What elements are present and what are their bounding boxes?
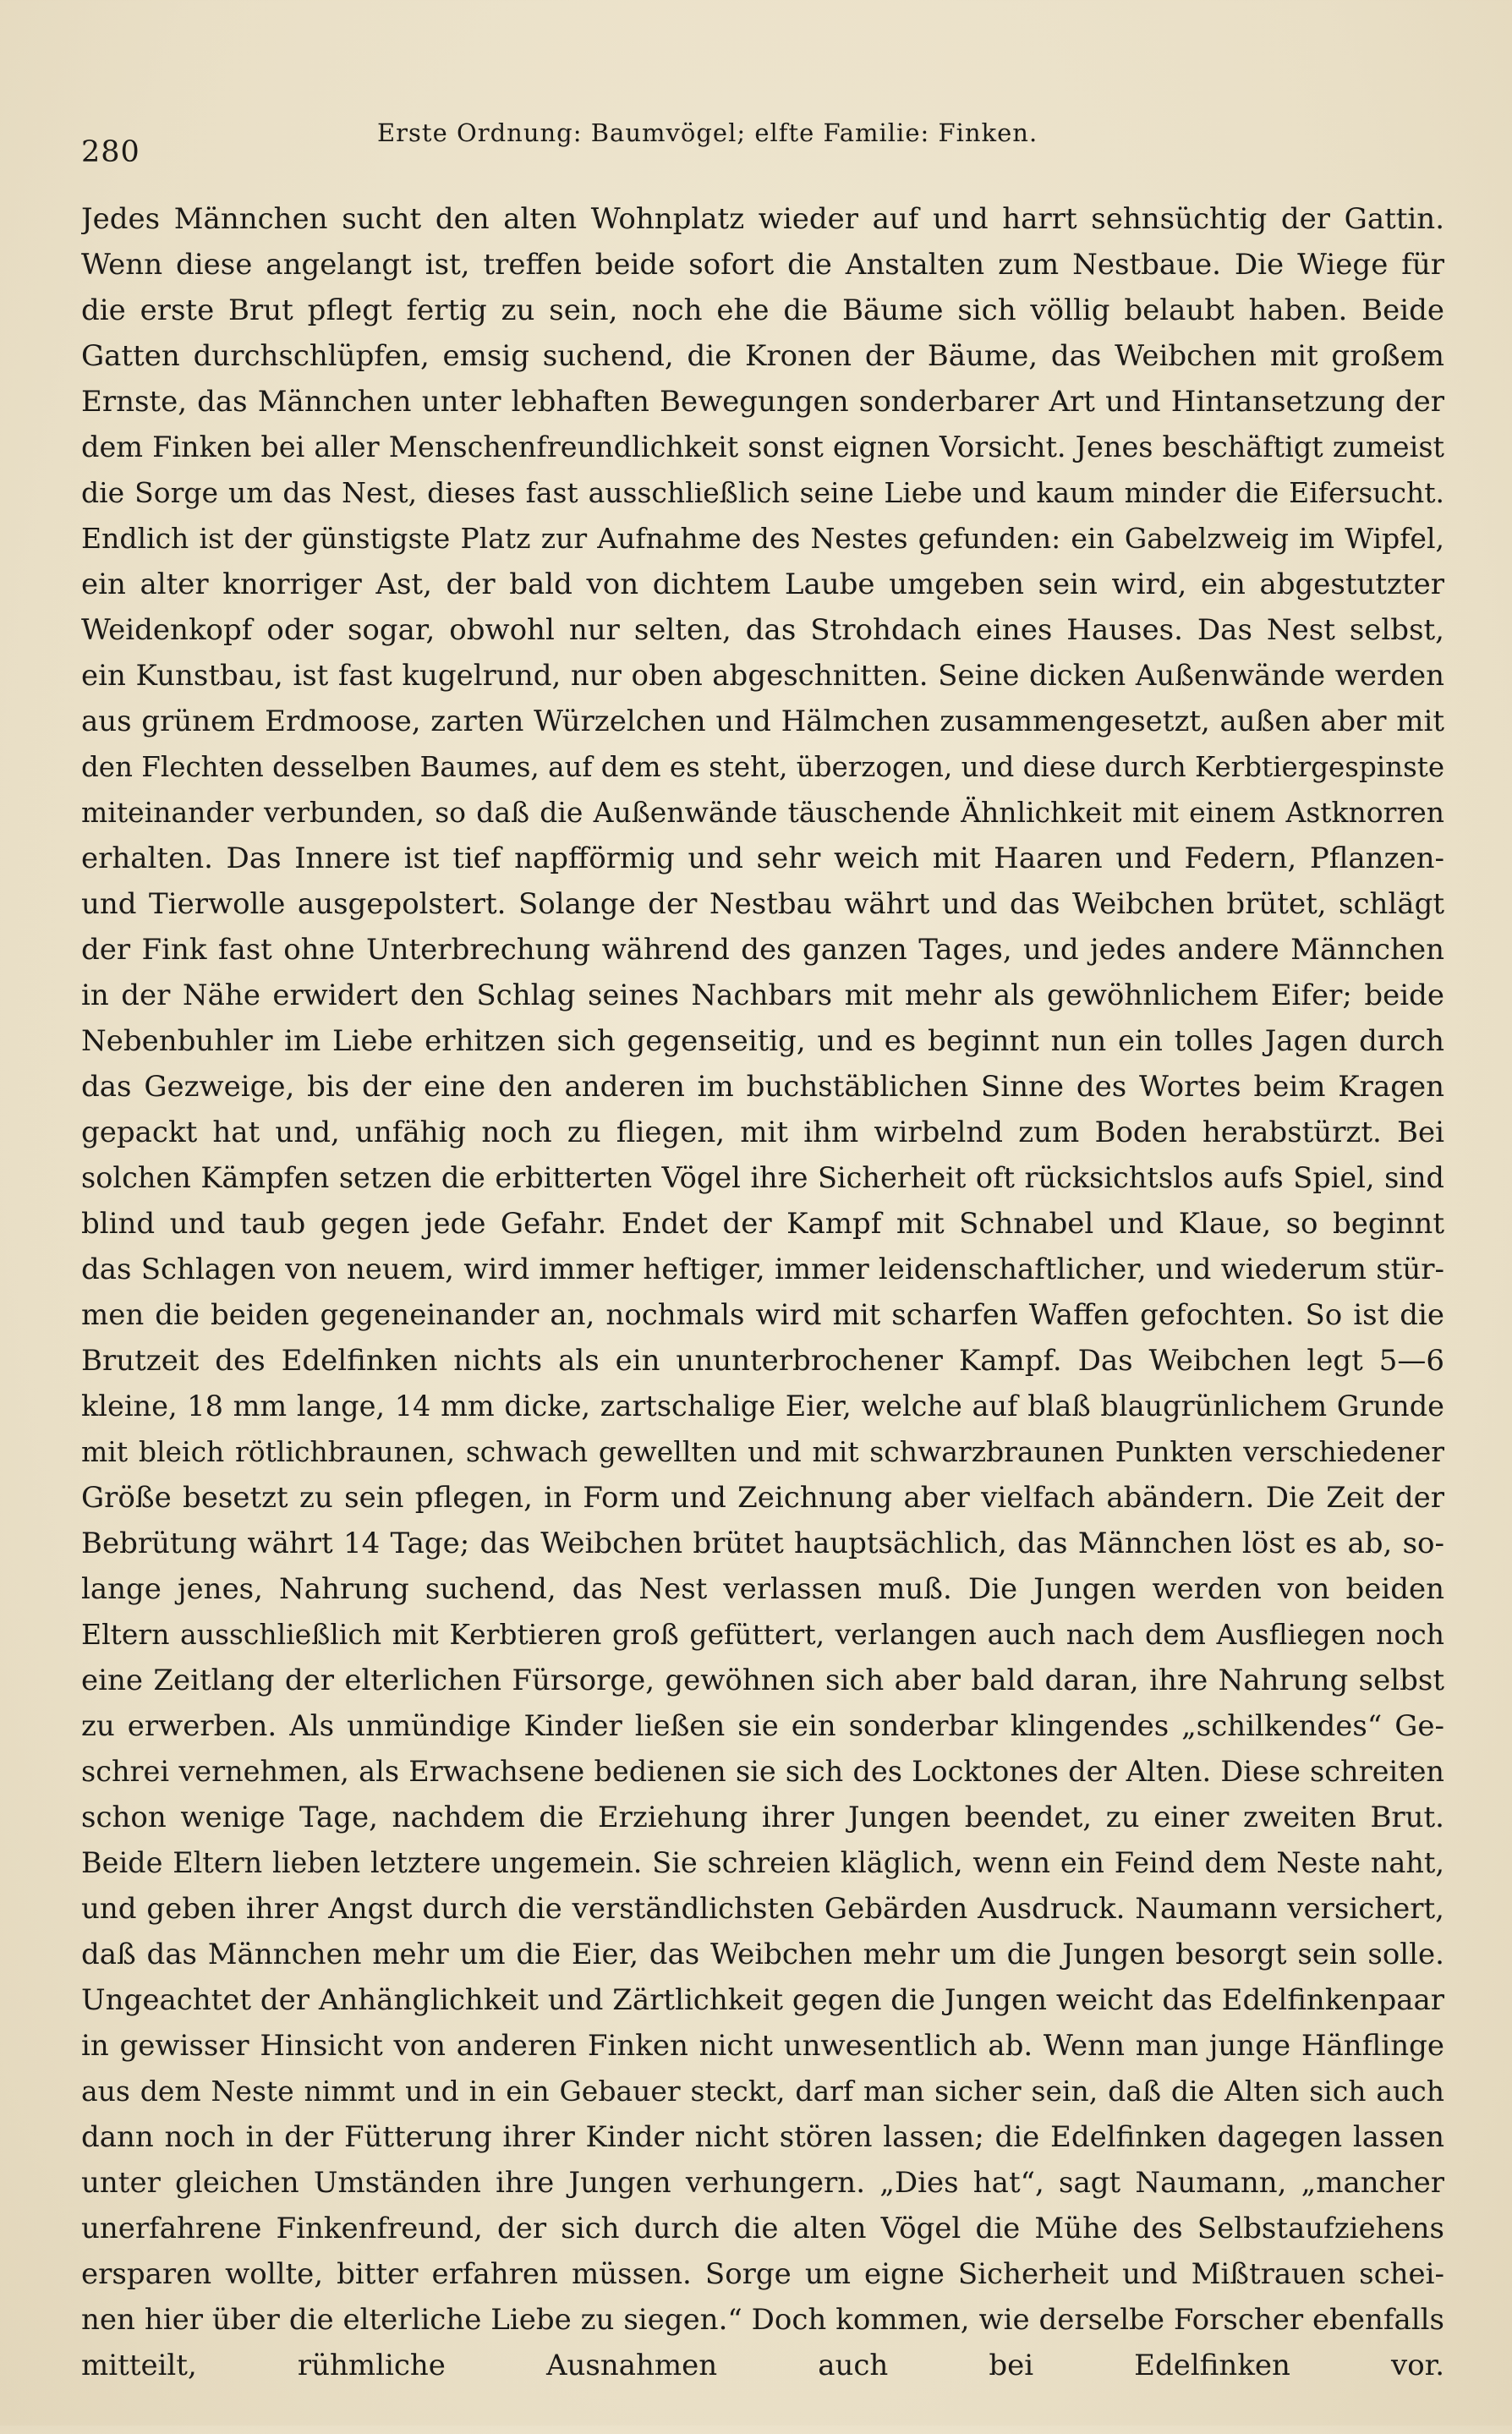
- running-head: Erste Ordnung: Baumvögel; elfte Familie: Finken.: [377, 118, 1038, 147]
- text-line: schrei vernehmen, als Erwachsene bedienen sie sich des Locktones der Alten. Diese schreiten: [81, 1755, 1444, 1788]
- text-line: Bebrütung währt 14 Tage; das Weibchen brütet hauptsächlich, das Männchen löst es ab, so-: [81, 1527, 1444, 1560]
- text-line: zu erwerben. Als unmündige Kinder ließen sie ein sonderbar klingendes „schilkendes“ Ge-: [81, 1709, 1444, 1743]
- text-line: ein alter knorriger Ast, der bald von dichtem Laube umgeben sein wird, ein abgestutzter: [81, 567, 1444, 601]
- body-text: [81, 196, 1444, 2434]
- text-line: Nebenbuhler im Liebe erhitzen sich gegenseitig, und es beginnt nun ein tolles Jagen durch: [81, 1024, 1444, 1058]
- text-line: eine Zeitlang der elterlichen Fürsorge, gewöhnen sich aber bald daran, ihre Nahrung selbst: [81, 1664, 1444, 1697]
- text-line: und geben ihrer Angst durch die verständlichsten Gebärden Ausdruck. Naumann versichert,: [81, 1892, 1444, 1926]
- text-line: nen hier über die elterliche Liebe zu siegen.“ Doch kommen, wie derselbe Forscher ebenfalls: [81, 2303, 1444, 2337]
- text-line: Endlich ist der günstigste Platz zur Aufnahme des Nestes gefunden: ein Gabelzweig im Wipfel,: [81, 522, 1444, 555]
- text-line: erhalten. Das Innere ist tief napfförmig und sehr weich mit Haaren und Federn, Pflanzen-: [81, 841, 1444, 875]
- text-line: Gatten durchschlüpfen, emsig suchend, die Kronen der Bäume, das Weibchen mit großem: [81, 339, 1444, 373]
- text-line: blind und taub gegen jede Gefahr. Endet der Kampf mit Schnabel und Klaue, so beginnt: [81, 1207, 1444, 1241]
- text-line: in gewisser Hinsicht von anderen Finken nicht unwesentlich ab. Wenn man junge Hänflinge: [81, 2029, 1444, 2063]
- text-line: aus grünem Erdmoose, zarten Würzelchen und Hälmchen zusammengesetzt, außen aber mit: [81, 704, 1444, 738]
- text-line: der Fink fast ohne Unterbrechung während des ganzen Tages, und jedes andere Männchen: [81, 933, 1444, 967]
- text-line: aus dem Neste nimmt und in ein Gebauer steckt, darf man sicher sein, daß die Alten sich auch: [81, 2075, 1444, 2108]
- text-line: Eltern ausschließlich mit Kerbtieren groß gefüttert, verlangen auch nach dem Ausfliegen noch: [81, 1618, 1444, 1651]
- text-line: gepackt hat und, unfähig noch zu fliegen, mit ihm wirbelnd zum Boden herabstürzt. Bei: [81, 1116, 1444, 1149]
- text-line: unerfahrene Finkenfreund, der sich durch die alten Vögel die Mühe des Selbstaufziehens: [81, 2212, 1444, 2245]
- text-line: die erste Brut pflegt fertig zu sein, noch ehe die Bäume sich völlig belaubt haben. Beide: [81, 293, 1444, 327]
- text-line-last: [81, 2388, 1444, 2434]
- page-header: [81, 118, 1444, 173]
- text-line: Wenn diese angelangt ist, treffen beide sofort die Anstalten zum Nestbaue. Die Wiege für: [81, 248, 1444, 282]
- text-line: mitteilt, rühmliche Ausnahmen auch bei Edelfinken vor.: [81, 2349, 1444, 2382]
- text-line: ersparen wollte, bitter erfahren müssen. Sorge um eigne Sicherheit und Mißtrauen schei-: [81, 2257, 1444, 2291]
- text-line: in der Nähe erwidert den Schlag seines Nachbars mit mehr als gewöhnlichem Eifer; beide: [81, 979, 1444, 1012]
- text-line: das Schlagen von neuem, wird immer heftiger, immer leidenschaftlicher, und wiederum stür-: [81, 1253, 1444, 1286]
- text-line: Ernste, das Männchen unter lebhaften Bewegungen sonderbarer Art und Hintansetzung der: [81, 385, 1444, 419]
- text-line: unter gleichen Umständen ihre Jungen verhungern. „Dies hat“, sagt Naumann, „mancher: [81, 2166, 1444, 2200]
- text-line: schon wenige Tage, nachdem die Erziehung ihrer Jungen beendet, zu einer zweiten Brut.: [81, 1801, 1444, 1834]
- text-line: das Gezweige, bis der eine den anderen im buchstäblichen Sinne des Wortes beim Kragen: [81, 1070, 1444, 1104]
- text-line: solchen Kämpfen setzen die erbitterten Vögel ihre Sicherheit oft rücksichtslos aufs Spiel, sind: [81, 1161, 1444, 1194]
- page-number: 280: [81, 135, 140, 169]
- text-line: ein Kunstbau, ist fast kugelrund, nur oben abgeschnitten. Seine dicken Außenwände werden: [81, 659, 1444, 693]
- text-line: dem Finken bei aller Menschenfreundlichkeit sonst eignen Vorsicht. Jenes beschäftigt zumeist: [81, 430, 1444, 463]
- text-line: men die beiden gegeneinander an, nochmals wird mit scharfen Waffen gefochten. So ist die: [81, 1298, 1444, 1332]
- text-line: die Sorge um das Nest, dieses fast ausschließlich seine Liebe und kaum minder die Eifersucht.: [81, 476, 1444, 509]
- text-line: den Flechten desselben Baumes, auf dem es steht, überzogen, und diese durch Kerbtiergespinste: [81, 751, 1444, 783]
- text-line: Jedes Männchen sucht den alten Wohnplatz wieder auf und harrt sehnsüchtig der Gattin.: [81, 202, 1444, 236]
- text-line: kleine, 18 mm lange, 14 mm dicke, zartschalige Eier, welche auf blaß blaugrünlichem Grunde: [81, 1390, 1444, 1423]
- text-line: dann noch in der Fütterung ihrer Kinder nicht stören lassen; die Edelfinken dagegen lassen: [81, 2120, 1444, 2154]
- text-line: daß das Männchen mehr um die Eier, das Weibchen mehr um die Jungen besorgt sein solle.: [81, 1938, 1444, 1971]
- text-line: lange jenes, Nahrung suchend, das Nest verlassen muß. Die Jungen werden von beiden: [81, 1572, 1444, 1606]
- text-line: mit bleich rötlichbraunen, schwach gewellten und mit schwarzbraunen Punkten verschiedener: [81, 1435, 1444, 1468]
- text-line: Beide Eltern lieben letztere ungemein. Sie schreien kläglich, wenn ein Feind dem Neste naht,: [81, 1846, 1444, 1879]
- text-line: Größe besetzt zu sein pflegen, in Form und Zeichnung aber vielfach abändern. Die Zeit der: [81, 1481, 1444, 1515]
- text-line: Brutzeit des Edelfinken nichts als ein ununterbrochener Kampf. Das Weibchen legt 5—6: [81, 1344, 1444, 1378]
- text-line: miteinander verbunden, so daß die Außenwände täuschende Ähnlichkeit mit einem Astknorren: [81, 796, 1444, 829]
- text-line: Ungeachtet der Anhänglichkeit und Zärtlichkeit gegen die Jungen weicht das Edelfinkenpaar: [81, 1983, 1444, 2017]
- book-page: [81, 118, 1444, 2434]
- text-line: Weidenkopf oder sogar, obwohl nur selten, das Strohdach eines Hauses. Das Nest selbst,: [81, 613, 1444, 647]
- text-line: und Tierwolle ausgepolstert. Solange der Nestbau währt und das Weibchen brütet, schlägt: [81, 887, 1444, 921]
